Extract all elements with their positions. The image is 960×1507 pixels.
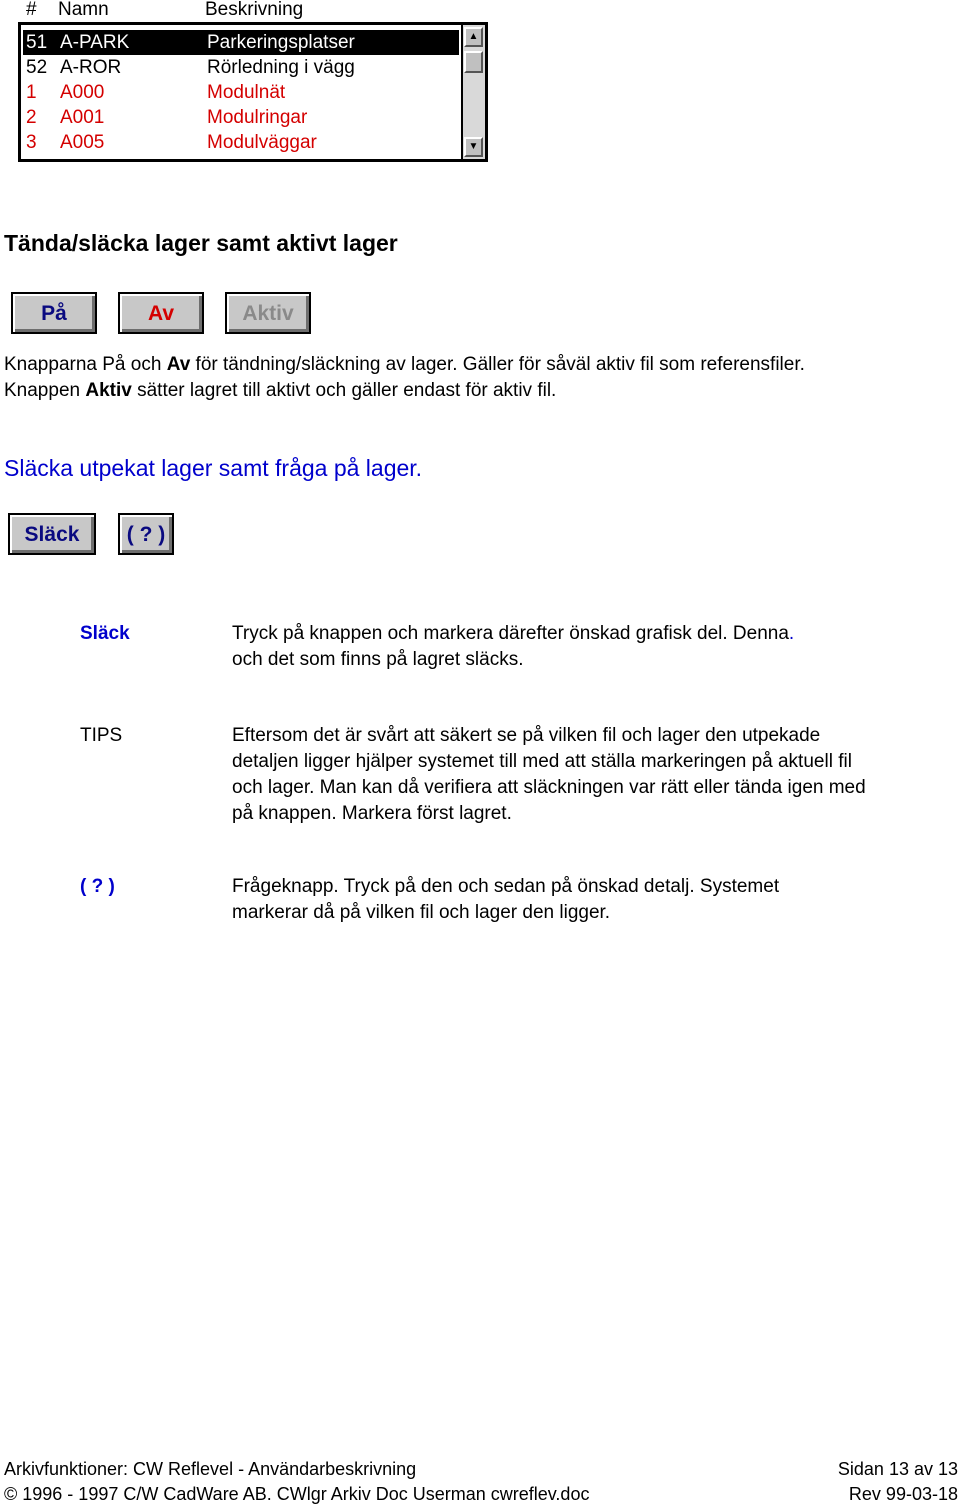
footer-line-1: [4, 1457, 958, 1481]
scroll-up-button[interactable]: [464, 27, 483, 47]
on-button[interactable]: På: [11, 292, 97, 334]
paragraph-buttons-description: Knapparna På och Av för tändning/släckning av lager. Gäller för såväl aktiv fil som referensfiler. Knappen Aktiv sätter lagret till aktivt och gäller endast för aktiv fil.: [4, 354, 805, 401]
section-title-hide-layer: Släcka utpekat lager samt fråga på lager.: [4, 455, 423, 481]
layer-list-header: [0, 0, 500, 22]
arrow-down-icon: ▼: [468, 141, 479, 152]
section-title-toggle-layers: Tända/släcka lager samt aktivt lager: [4, 230, 398, 256]
arrow-up-icon: ▲: [468, 31, 479, 42]
definition-term-tips: TIPS: [80, 725, 123, 746]
definition-term-hide: Släck: [80, 623, 130, 644]
off-button[interactable]: Av: [118, 292, 204, 334]
layer-row[interactable]: 1 A000 Modulnät: [26, 82, 286, 103]
definition-body-query: Frågeknapp. Tryck på den och sedan på önskad detalj. Systemet markerar då på vilken fil och lager den ligger.: [232, 876, 780, 923]
footer-revision: Rev 99-03-18: [848, 1484, 958, 1504]
layer-row[interactable]: 51 A-PARK Parkeringsplatser: [23, 30, 459, 55]
footer-copyright: © 1996 - 1997 C/W CadWare AB. CWlgr Arkiv Doc Userman cwreflev.doc: [4, 1484, 590, 1504]
hide-button[interactable]: Släck: [8, 513, 96, 555]
layer-list[interactable]: [18, 22, 488, 162]
column-header-num[interactable]: #: [26, 0, 37, 20]
footer-document-title: Arkivfunktioner: CW Reflevel - Användarbeskrivning: [4, 1459, 417, 1479]
layer-row[interactable]: 2 A001 Modulringar: [26, 107, 308, 128]
definition-term-query: ( ? ): [80, 876, 115, 897]
active-button[interactable]: Aktiv: [225, 292, 311, 334]
column-header-name[interactable]: Namn: [58, 0, 109, 20]
definition-body-hide: Tryck på knappen och markera därefter önskad grafisk del. Denna. och det som finns på lagret släcks.: [232, 623, 795, 670]
column-header-description[interactable]: Beskrivning: [205, 0, 304, 20]
layer-row[interactable]: 52 A-ROR Rörledning i vägg: [26, 57, 355, 78]
footer-page-number: Sidan 13 av 13: [837, 1459, 958, 1479]
scroll-thumb[interactable]: [464, 51, 483, 73]
footer-line-2: [4, 1482, 958, 1506]
definition-body-tips: Eftersom det är svårt att säkert se på vilken fil och lager den utpekade detaljen ligger hjälper systemet till med att ställa markeringen på aktuell fil och lager. Man kan då verifiera att släckningen var rätt eller tända igen med på knappen. Markera först lagret.: [232, 725, 866, 824]
query-button[interactable]: ( ? ): [118, 513, 174, 555]
vertical-scrollbar[interactable]: [461, 25, 485, 159]
scroll-down-button[interactable]: [464, 137, 483, 157]
layer-row[interactable]: 3 A005 Modulväggar: [26, 132, 317, 153]
